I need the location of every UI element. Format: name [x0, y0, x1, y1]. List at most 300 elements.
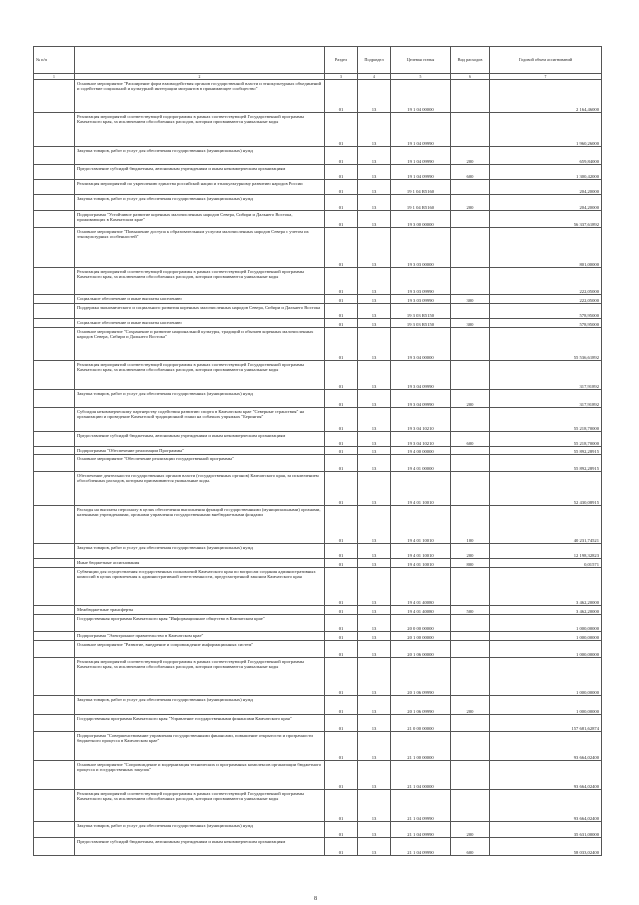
row-section: 01	[325, 80, 358, 113]
row-name: Закупка товаров, работ и услуг для обеспечения государственных (муниципальных) нужд	[75, 390, 325, 408]
row-section: 01	[325, 432, 358, 447]
row-section: 01	[325, 268, 358, 295]
row-expense-type: 800	[451, 559, 490, 568]
row-amount: 2 164,46000	[490, 80, 602, 113]
row-num	[34, 761, 75, 790]
row-target: 19 4 00 00000	[391, 447, 451, 455]
row-expense-type	[451, 328, 490, 361]
row-num	[34, 211, 75, 228]
row-amount: 578,95000	[490, 319, 602, 328]
row-amount: 35 631,00000	[490, 822, 602, 838]
row-name: Субвенции для осуществления государственных полномочий Камчатского края по вопросам создания административных комиссий в целях привлечения к административной ответственности, предусмотренной законом Камчатского края	[75, 568, 325, 606]
row-section: 01	[325, 180, 358, 195]
table-row	[34, 180, 602, 195]
row-target: 19 4 01 10010	[391, 506, 451, 544]
row-amount: 1 960,26000	[490, 113, 602, 147]
row-num	[34, 506, 75, 544]
header-subsection: Подраздел	[358, 47, 391, 74]
row-expense-type	[451, 361, 490, 390]
row-num	[34, 165, 75, 180]
row-section: 01	[325, 822, 358, 838]
row-section: 01	[325, 147, 358, 165]
row-target: 19 3 04 10210	[391, 408, 451, 432]
row-amount: 3 462,20000	[490, 606, 602, 615]
row-name: Подпрограмма "Электронное правительство в Камчатском крае"	[75, 632, 325, 641]
row-amount: 1 000,00000	[490, 615, 602, 632]
row-expense-type: 200	[451, 390, 490, 408]
row-target: 21 0 00 00000	[391, 715, 451, 732]
row-target: 19 3 04 10210	[391, 432, 451, 447]
column-index: 4	[358, 74, 391, 80]
row-amount: 12 198,32823	[490, 544, 602, 559]
row-num	[34, 790, 75, 822]
row-num	[34, 632, 75, 641]
header-expense-type: Вид расходов	[451, 47, 490, 74]
row-name: Подпрограмма "Устойчивое развитие коренных малочисленных народов Севера, Сибири и Дальнего Востока, проживающих в Камчатском крае"	[75, 211, 325, 228]
row-name: Социальное обеспечение и иные выплаты населению	[75, 295, 325, 304]
table-row	[34, 304, 602, 319]
row-expense-type: 200	[451, 147, 490, 165]
budget-table	[33, 46, 602, 856]
row-expense-type: 600	[451, 165, 490, 180]
row-target: 19 3 03 R5150	[391, 304, 451, 319]
row-expense-type: 200	[451, 195, 490, 211]
row-section: 01	[325, 447, 358, 455]
row-subsection: 13	[358, 113, 391, 147]
table-row	[34, 147, 602, 165]
table-row	[34, 165, 602, 180]
row-amount: 55 536,61892	[490, 328, 602, 361]
row-expense-type	[451, 268, 490, 295]
table-row	[34, 838, 602, 856]
row-name: Подпрограмма "Обеспечение реализации Программы"	[75, 447, 325, 455]
row-expense-type: 500	[451, 606, 490, 615]
row-expense-type	[451, 113, 490, 147]
row-subsection: 13	[358, 472, 391, 506]
row-name: Предоставление субсидий бюджетным, автономным учреждениям и иным некоммерческим организациям	[75, 838, 325, 856]
row-expense-type: 200	[451, 544, 490, 559]
row-expense-type	[451, 304, 490, 319]
row-amount: 3 462,20000	[490, 568, 602, 606]
row-amount: 1 000,00000	[490, 658, 602, 696]
column-index: 7	[490, 74, 602, 80]
row-amount: 317,91892	[490, 390, 602, 408]
row-target: 19 4 01 00000	[391, 455, 451, 472]
row-target: 21 1 04 09990	[391, 838, 451, 856]
row-target: 20 1 00 00000	[391, 632, 451, 641]
row-num	[34, 180, 75, 195]
header-target: Целевая статья	[391, 47, 451, 74]
row-target: 19 3 00 00000	[391, 211, 451, 228]
row-subsection: 13	[358, 195, 391, 211]
row-target: 19 4 01 10010	[391, 559, 451, 568]
row-num	[34, 568, 75, 606]
row-subsection: 13	[358, 447, 391, 455]
column-index: 3	[325, 74, 358, 80]
row-name: Предоставление субсидий бюджетным, автономным учреждениям и иным некоммерческим организациям	[75, 432, 325, 447]
row-section: 01	[325, 408, 358, 432]
row-subsection: 13	[358, 658, 391, 696]
row-name: Государственная программа Камчатского края "Информационное общество в Камчатском крае"	[75, 615, 325, 632]
table-row	[34, 606, 602, 615]
row-num	[34, 304, 75, 319]
row-section: 01	[325, 615, 358, 632]
row-num	[34, 615, 75, 632]
row-name: Реализация мероприятий соответствующей подпрограммы в рамках соответствующей Государственной программы Камчатского края, за исключением обособленных расходов, которым присваиваются уникальные коды	[75, 658, 325, 696]
row-target: 21 1 04 09990	[391, 822, 451, 838]
row-num	[34, 268, 75, 295]
table-row	[34, 113, 602, 147]
header-name	[75, 47, 325, 74]
row-section: 01	[325, 113, 358, 147]
row-name: Закупка товаров, работ и услуг для обеспечения государственных (муниципальных) нужд	[75, 822, 325, 838]
row-subsection: 13	[358, 304, 391, 319]
row-section: 01	[325, 559, 358, 568]
row-amount: 55 892,28915	[490, 447, 602, 455]
row-target: 19 1 04 09990	[391, 147, 451, 165]
row-amount: 222,05000	[490, 295, 602, 304]
row-subsection: 13	[358, 696, 391, 715]
row-target: 19 1 04 09990	[391, 165, 451, 180]
row-name: Реализация мероприятий соответствующей подпрограммы в рамках соответствующей Государственной программы Камчатского края, за исключением обособленных расходов, которым присваиваются уникальные коды	[75, 113, 325, 147]
row-num	[34, 228, 75, 268]
row-section: 01	[325, 568, 358, 606]
row-num	[34, 559, 75, 568]
row-expense-type: 600	[451, 432, 490, 447]
row-num	[34, 195, 75, 211]
table-body	[34, 80, 602, 856]
row-expense-type	[451, 641, 490, 658]
row-amount: 58 033,02400	[490, 838, 602, 856]
row-subsection: 13	[358, 822, 391, 838]
row-amount: 659,84000	[490, 147, 602, 165]
row-target: 19 1 04 R5160	[391, 195, 451, 211]
header-section: Раздел	[325, 47, 358, 74]
row-target: 19 3 03 00000	[391, 228, 451, 268]
row-num	[34, 328, 75, 361]
row-name: Основное мероприятие "Сохранение и развитие национальной культуры, традиций и обычаев коренных малочисленных народов Севера, Сибири и Дальнего Востока"	[75, 328, 325, 361]
row-section: 01	[325, 732, 358, 761]
row-subsection: 13	[358, 80, 391, 113]
row-section: 01	[325, 658, 358, 696]
row-num	[34, 447, 75, 455]
table-row	[34, 432, 602, 447]
row-target: 19 4 01 40080	[391, 568, 451, 606]
row-name: Реализация мероприятий соответствующей подпрограммы в рамках соответствующей Государственной программы Камчатского края, за исключением обособленных расходов, которым присваиваются уникальные коды	[75, 361, 325, 390]
row-expense-type	[451, 228, 490, 268]
table-row	[34, 472, 602, 506]
column-index: 2	[75, 74, 325, 80]
row-subsection: 13	[358, 319, 391, 328]
row-name: Иные бюджетные ассигнования	[75, 559, 325, 568]
table-row	[34, 822, 602, 838]
row-subsection: 13	[358, 361, 391, 390]
table-row	[34, 615, 602, 632]
budget-table-sheet	[33, 46, 601, 856]
row-name: Основное мероприятие "Повышение доступа к образовательным услугам малочисленных народов Севера с учетом их этнокультурных особенностей"	[75, 228, 325, 268]
row-section: 01	[325, 838, 358, 856]
row-expense-type	[451, 715, 490, 732]
row-amount: 93 664,02400	[490, 761, 602, 790]
table-row	[34, 211, 602, 228]
row-num	[34, 361, 75, 390]
row-name: Предоставление субсидий бюджетным, автономным учреждениям и иным некоммерческим организациям	[75, 165, 325, 180]
row-amount: 801,00000	[490, 228, 602, 268]
row-section: 01	[325, 228, 358, 268]
row-amount: 222,05000	[490, 268, 602, 295]
row-expense-type	[451, 80, 490, 113]
row-section: 01	[325, 390, 358, 408]
row-num	[34, 147, 75, 165]
row-num	[34, 472, 75, 506]
row-subsection: 13	[358, 211, 391, 228]
row-expense-type	[451, 615, 490, 632]
row-subsection: 13	[358, 228, 391, 268]
table-row	[34, 295, 602, 304]
row-subsection: 13	[358, 790, 391, 822]
table-row	[34, 696, 602, 715]
row-expense-type: 100	[451, 506, 490, 544]
row-subsection: 13	[358, 606, 391, 615]
row-num	[34, 715, 75, 732]
row-expense-type: 200	[451, 696, 490, 715]
table-row	[34, 390, 602, 408]
row-num	[34, 295, 75, 304]
row-num	[34, 696, 75, 715]
row-expense-type	[451, 408, 490, 432]
row-target: 19 4 01 10010	[391, 472, 451, 506]
row-section: 01	[325, 165, 358, 180]
row-num	[34, 455, 75, 472]
row-expense-type: 300	[451, 295, 490, 304]
row-name: Основное мероприятие "Развитие, внедрение и сопровождение информационных систем"	[75, 641, 325, 658]
row-target: 20 1 06 09990	[391, 658, 451, 696]
table-row	[34, 328, 602, 361]
row-target: 19 1 04 R5160	[391, 180, 451, 195]
row-name: Закупка товаров, работ и услуг для обеспечения государственных (муниципальных) нужд	[75, 147, 325, 165]
row-section: 01	[325, 544, 358, 559]
row-name: Основное мероприятие "Расширение форм взаимодействия органов государственной власти и этнокультурных объединений и содействие социальной и культурной интеграции мигрантов в принимающее сообщество"	[75, 80, 325, 113]
row-expense-type	[451, 180, 490, 195]
table-row	[34, 455, 602, 472]
row-section: 01	[325, 195, 358, 211]
row-name: Реализация мероприятий по укреплению единства российской нации и этнокультурному развитию народов России	[75, 180, 325, 195]
row-subsection: 13	[358, 559, 391, 568]
row-name: Государственная программа Камчатского края "Управление государственными финансами Камчатского края"	[75, 715, 325, 732]
row-target: 20 0 00 00000	[391, 615, 451, 632]
row-amount: 55 218,70000	[490, 408, 602, 432]
row-name: Реализация мероприятий соответствующей подпрограммы в рамках соответствующей Государственной программы Камчатского края, за исключением обособленных расходов, которым присваиваются уникальные коды	[75, 268, 325, 295]
row-subsection: 13	[358, 165, 391, 180]
table-row	[34, 447, 602, 455]
row-subsection: 13	[358, 761, 391, 790]
row-target: 20 1 06 09990	[391, 696, 451, 715]
table-row	[34, 408, 602, 432]
row-num	[34, 606, 75, 615]
row-name: Закупка товаров, работ и услуг для обеспечения государственных (муниципальных) нужд	[75, 696, 325, 715]
column-index: 6	[451, 74, 490, 80]
row-section: 01	[325, 761, 358, 790]
table-row	[34, 195, 602, 211]
row-num	[34, 113, 75, 147]
row-name: Расходы на выплаты персоналу в целях обеспечения выполнения функций государственными (муниципальными) органами, казенными учреждениями, органами управления государственными внебюджетными фондами	[75, 506, 325, 544]
row-num	[34, 80, 75, 113]
row-name: Закупка товаров, работ и услуг для обеспечения государственных (муниципальных) нужд	[75, 195, 325, 211]
row-expense-type	[451, 658, 490, 696]
row-expense-type	[451, 472, 490, 506]
row-num	[34, 408, 75, 432]
row-target: 19 3 04 09990	[391, 390, 451, 408]
row-target: 21 1 04 00000	[391, 761, 451, 790]
row-section: 01	[325, 472, 358, 506]
page-number: 8	[314, 896, 317, 902]
row-section: 01	[325, 632, 358, 641]
row-section: 01	[325, 211, 358, 228]
row-amount: 1 000,00000	[490, 696, 602, 715]
row-subsection: 13	[358, 641, 391, 658]
row-name: Социальное обеспечение и иные выплаты населению	[75, 319, 325, 328]
row-name: Межбюджетные трансферты	[75, 606, 325, 615]
row-subsection: 13	[358, 715, 391, 732]
row-num	[34, 658, 75, 696]
row-expense-type	[451, 632, 490, 641]
row-target: 20 1 06 00000	[391, 641, 451, 658]
row-amount: 204,20000	[490, 180, 602, 195]
row-name: Реализация мероприятий соответствующей подпрограммы в рамках соответствующей Государственной программы Камчатского края, за исключением обособленных расходов, которым присваиваются уникальные коды	[75, 790, 325, 822]
row-amount: 317,91892	[490, 361, 602, 390]
row-amount: 56 337,61892	[490, 211, 602, 228]
row-expense-type	[451, 211, 490, 228]
row-expense-type: 600	[451, 838, 490, 856]
row-section: 01	[325, 696, 358, 715]
row-section: 01	[325, 790, 358, 822]
row-subsection: 13	[358, 615, 391, 632]
row-subsection: 13	[358, 838, 391, 856]
row-num	[34, 732, 75, 761]
row-num	[34, 390, 75, 408]
row-subsection: 13	[358, 180, 391, 195]
row-num	[34, 432, 75, 447]
table-row	[34, 80, 602, 113]
row-amount: 0,01571	[490, 559, 602, 568]
row-subsection: 13	[358, 632, 391, 641]
table-row	[34, 228, 602, 268]
row-subsection: 13	[358, 328, 391, 361]
row-name: Основное мероприятие "Обеспечение реализации государственной программы"	[75, 455, 325, 472]
row-name: Основное мероприятие "Сопровождение и модернизация технических и программных комплексов организации бюджетного процесса и государственных закупок"	[75, 761, 325, 790]
row-section: 01	[325, 715, 358, 732]
column-index: 1	[34, 74, 75, 80]
row-subsection: 13	[358, 147, 391, 165]
row-subsection: 13	[358, 408, 391, 432]
row-target: 21 1 04 09990	[391, 790, 451, 822]
table-row	[34, 559, 602, 568]
row-section: 01	[325, 506, 358, 544]
table-row	[34, 544, 602, 559]
table-row	[34, 641, 602, 658]
table-row	[34, 319, 602, 328]
row-section: 01	[325, 319, 358, 328]
row-amount: 1 000,00000	[490, 632, 602, 641]
table-row	[34, 361, 602, 390]
row-amount: 40 231,74521	[490, 506, 602, 544]
row-subsection: 13	[358, 568, 391, 606]
row-amount: 1 000,00000	[490, 641, 602, 658]
row-amount: 204,20000	[490, 195, 602, 211]
row-name: Обеспечение деятельности государственных органов власти (государственных органов) Камчатского края, за исключением обособленных расходов, которым присваиваются уникальные коды.	[75, 472, 325, 506]
header-row	[34, 47, 602, 74]
row-target: 19 3 03 09990	[391, 268, 451, 295]
table-row	[34, 268, 602, 295]
row-target: 19 1 04 09990	[391, 113, 451, 147]
row-num	[34, 838, 75, 856]
table-row	[34, 658, 602, 696]
row-expense-type	[451, 761, 490, 790]
row-amount: 55 892,28915	[490, 455, 602, 472]
row-expense-type	[451, 790, 490, 822]
row-section: 01	[325, 641, 358, 658]
row-name: Поддержка экономического и социального развития коренных малочисленных народов Севера, Сибири и Дальнего Востока	[75, 304, 325, 319]
table-row	[34, 790, 602, 822]
row-expense-type	[451, 455, 490, 472]
row-section: 01	[325, 361, 358, 390]
row-target: 19 3 03 R5150	[391, 319, 451, 328]
row-section: 01	[325, 455, 358, 472]
row-target: 19 3 04 09990	[391, 361, 451, 390]
row-amount: 578,95000	[490, 304, 602, 319]
row-subsection: 13	[358, 544, 391, 559]
table-row	[34, 632, 602, 641]
column-index: 5	[391, 74, 451, 80]
row-expense-type: 200	[451, 822, 490, 838]
row-amount: 52 430,08915	[490, 472, 602, 506]
row-subsection: 13	[358, 732, 391, 761]
row-target: 19 4 01 40080	[391, 606, 451, 615]
row-target: 19 4 01 10010	[391, 544, 451, 559]
row-subsection: 13	[358, 295, 391, 304]
row-num	[34, 319, 75, 328]
row-amount: 1 300,42000	[490, 165, 602, 180]
row-expense-type	[451, 732, 490, 761]
row-section: 01	[325, 606, 358, 615]
row-expense-type	[451, 447, 490, 455]
row-amount: 55 218,70000	[490, 432, 602, 447]
row-subsection: 13	[358, 506, 391, 544]
row-num	[34, 822, 75, 838]
row-subsection: 13	[358, 268, 391, 295]
row-section: 01	[325, 328, 358, 361]
table-row	[34, 732, 602, 761]
row-target: 19 3 04 00000	[391, 328, 451, 361]
row-expense-type	[451, 568, 490, 606]
row-amount: 93 664,02400	[490, 732, 602, 761]
row-subsection: 13	[358, 432, 391, 447]
row-subsection: 13	[358, 455, 391, 472]
row-name: Закупка товаров, работ и услуг для обеспечения государственных (муниципальных) нужд	[75, 544, 325, 559]
row-expense-type: 300	[451, 319, 490, 328]
row-amount: 93 664,02400	[490, 790, 602, 822]
row-num	[34, 544, 75, 559]
row-amount: 157 681,62874	[490, 715, 602, 732]
row-target: 19 3 03 09990	[391, 295, 451, 304]
table-row	[34, 715, 602, 732]
row-section: 01	[325, 304, 358, 319]
row-name: Подпрограмма "Совершенствование управления государственными финансами, повышение открытости и прозрачности бюджетного процесса в Камчатском крае"	[75, 732, 325, 761]
row-subsection: 13	[358, 390, 391, 408]
row-target: 21 1 00 00000	[391, 732, 451, 761]
header-num: № п/п	[34, 47, 75, 74]
row-num	[34, 641, 75, 658]
